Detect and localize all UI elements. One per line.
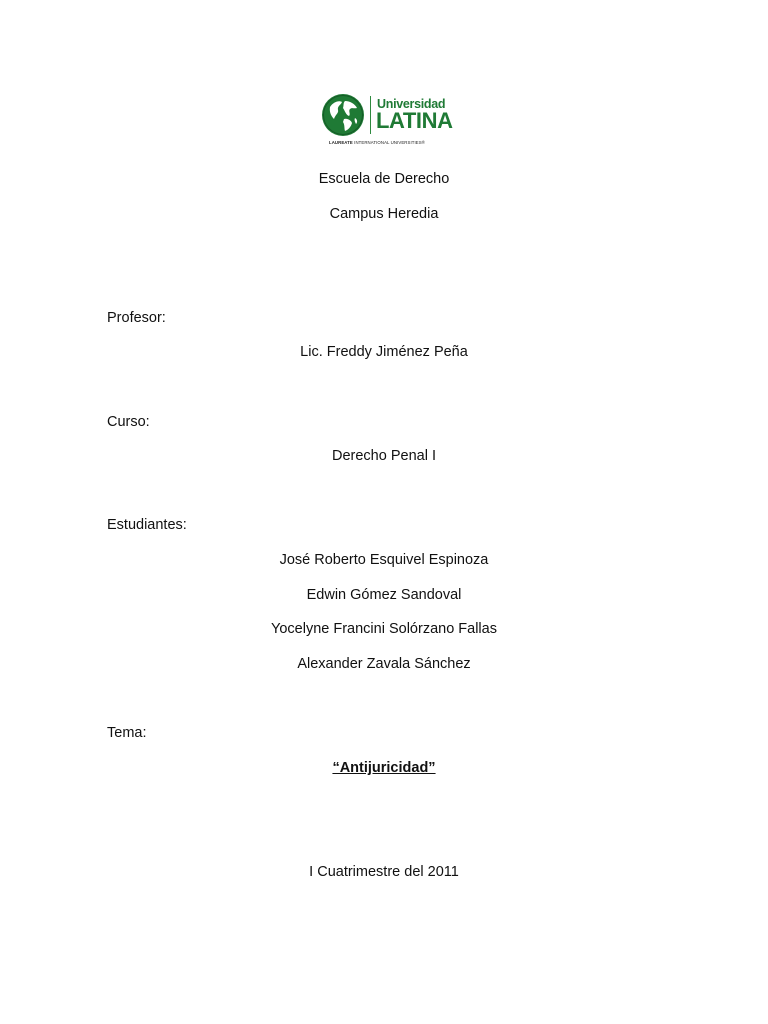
professor-name: Lic. Freddy Jiménez Peña (300, 344, 468, 360)
school-name: Escuela de Derecho (318, 171, 450, 187)
student-name: José Roberto Esquivel Espinoza (279, 552, 489, 568)
students-label: Estudiantes: (107, 517, 187, 533)
student-name: Alexander Zavala Sánchez (297, 656, 471, 672)
logo-tagline (329, 140, 425, 145)
professor-label: Profesor: (107, 310, 166, 326)
university-logo (321, 93, 453, 151)
campus-name: Campus Heredia (329, 206, 439, 222)
course-name: Derecho Penal I (332, 448, 436, 464)
topic-label: Tema: (107, 725, 147, 741)
course-label: Curso: (107, 414, 150, 430)
student-name: Edwin Gómez Sandoval (306, 587, 462, 603)
globe-icon (321, 93, 365, 137)
logo-divider (370, 96, 371, 134)
logo-main-text: LATINA (376, 108, 453, 133)
term: I Cuatrimestre del 2011 (309, 864, 459, 880)
logo-tagline-bold: LAUREATE (329, 140, 353, 145)
topic-title: “Antijuricidad” (332, 760, 436, 776)
logo-top-text: Universidad (377, 97, 446, 111)
student-name: Yocelyne Francini Solórzano Fallas (271, 621, 497, 637)
logo-tagline-rest: INTERNATIONAL UNIVERSITIES® (352, 140, 425, 145)
